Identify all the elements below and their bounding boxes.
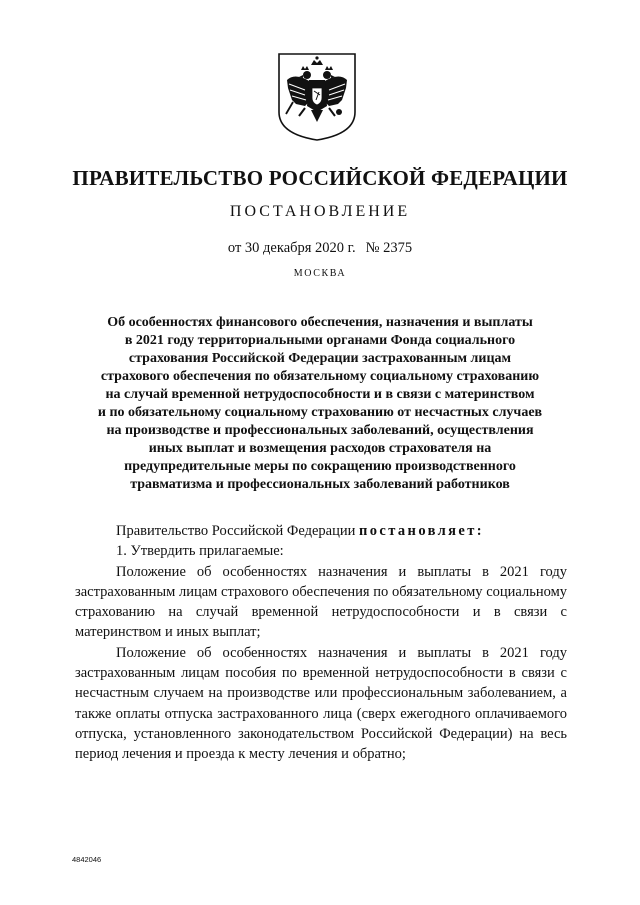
subject-line: страхования Российской Федерации застрахованным лицам <box>128 351 512 366</box>
document-code: 4842046 <box>72 855 102 864</box>
subject-line: в 2021 году территориальными органами Фонда социального <box>124 333 516 348</box>
regulation-paragraph-2: Положение об особенностях назначения и выплаты в 2021 году застрахованным лицам пособия по временной нетрудоспособности в связи с несчастным случаем на производстве или профессиональным заболеванием, а также оплаты отпуска застрахованного лица (сверх ежегодного оплачиваемого отпуска, установленного законодательством Российской Федерации) на весь период лечения и проезда к месту лечения и обратно; <box>75 644 567 763</box>
subject-line: иных выплат и возмещения расходов страхователя на <box>148 441 492 456</box>
subject-line: Об особенностях финансового обеспечения, назначения и выплаты <box>107 315 533 330</box>
subject-line: страхового обеспечения по обязательному социальному страхованию <box>100 369 540 384</box>
subject-line: на производстве и профессиональных заболеваний, осуществления <box>106 423 534 438</box>
document-date: от 30 декабря 2020 г. <box>227 240 356 256</box>
document-subject <box>60 314 580 494</box>
intro-emphasis: постановляет: <box>358 523 485 539</box>
number-label: № <box>365 240 380 256</box>
subject-line: на случай временной нетрудоспособности и в связи с материнством <box>105 387 535 402</box>
regulation-paragraph-1: Положение об особенностях назначения и выплаты в 2021 году застрахованным лицам страхового обеспечения по обязательному социальному страхованию на случай временной нетрудоспособности и в связи с материнством и иных выплат; <box>75 563 567 641</box>
item-1: 1. Утвердить прилагаемые: <box>116 543 284 560</box>
subject-line: предупредительные меры по сокращению производственного <box>124 459 516 474</box>
document-date-line <box>0 240 640 257</box>
document-number: 2375 <box>383 240 413 256</box>
subject-line: травматизма и профессиональных заболеваний работников <box>130 477 510 492</box>
intro-text: Правительство Российской Федерации <box>116 523 356 539</box>
subject-line: и по обязательному социальному страхованию от несчастных случаев <box>97 405 543 420</box>
document-city: МОСКВА <box>293 268 347 279</box>
document-type: ПОСТАНОВЛЕНИЕ <box>229 203 411 220</box>
intro-paragraph <box>75 521 567 541</box>
coat-of-arms-icon <box>275 50 359 142</box>
document-body <box>75 521 567 765</box>
government-title: ПРАВИТЕЛЬСТВО РОССИЙСКОЙ ФЕДЕРАЦИИ <box>72 166 568 190</box>
